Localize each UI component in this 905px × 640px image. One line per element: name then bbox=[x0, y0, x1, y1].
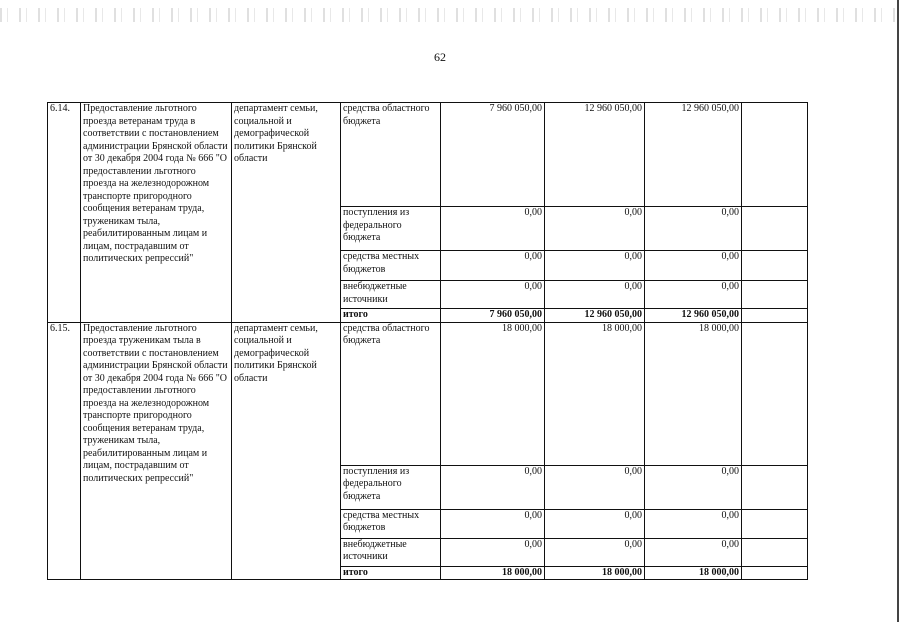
source-label-total: итого bbox=[341, 309, 441, 323]
year1-value: 18 000,00 bbox=[441, 322, 545, 465]
source-label: внебюджетные источники bbox=[341, 538, 441, 566]
source-label: средства областного бюджета bbox=[341, 322, 441, 465]
table-row bbox=[48, 322, 808, 465]
item-description: Предоставление льготного проезда труженикам тыла в соответствии с постановлением администрации Брянской области от 30 декабря 2004 года № 666 "О предоставлении льготного проезда на железнодорожном транспорте пригородного сообщения ветеранам труда, труженикам тыла, реабилитированным лицам и лицам, пострадавшим от политических репрессий" bbox=[81, 322, 232, 580]
item-number: 6.15. bbox=[48, 322, 81, 580]
year1-total: 7 960 050,00 bbox=[441, 309, 545, 323]
extra-cell bbox=[742, 322, 808, 465]
item-description: Предоставление льготного проезда ветеранам труда в соответствии с постановлением администрации Брянской области от 30 декабря 2004 года № 666 "О предоставлении льготного проезда на железнодорожном транспорте пригородного сообщения ветеранам труда, труженикам тыла, реабилитированным лицам и лицам, пострадавшим от политических репрессий" bbox=[81, 103, 232, 323]
extra-cell bbox=[742, 465, 808, 509]
year3-value: 0,00 bbox=[645, 251, 742, 281]
year3-value: 18 000,00 bbox=[645, 322, 742, 465]
extra-cell bbox=[742, 103, 808, 207]
source-label-total: итого bbox=[341, 566, 441, 580]
year2-value: 0,00 bbox=[545, 538, 645, 566]
year2-value: 0,00 bbox=[545, 281, 645, 309]
year1-value: 0,00 bbox=[441, 509, 545, 538]
extra-cell bbox=[742, 251, 808, 281]
source-label: средства областного бюджета bbox=[341, 103, 441, 207]
year2-value: 0,00 bbox=[545, 207, 645, 251]
year2-value: 18 000,00 bbox=[545, 322, 645, 465]
year1-value: 0,00 bbox=[441, 207, 545, 251]
year2-total: 12 960 050,00 bbox=[545, 309, 645, 323]
year2-total: 18 000,00 bbox=[545, 566, 645, 580]
year1-value: 0,00 bbox=[441, 538, 545, 566]
source-label: внебюджетные источники bbox=[341, 281, 441, 309]
year3-value: 12 960 050,00 bbox=[645, 103, 742, 207]
table-row bbox=[48, 103, 808, 207]
year2-value: 0,00 bbox=[545, 251, 645, 281]
source-label: средства местных бюджетов bbox=[341, 509, 441, 538]
budget-table bbox=[47, 102, 808, 580]
item-department: департамент семьи, социальной и демографической политики Брянской области bbox=[232, 103, 341, 323]
extra-cell bbox=[742, 309, 808, 323]
extra-cell bbox=[742, 538, 808, 566]
year3-value: 0,00 bbox=[645, 509, 742, 538]
year1-value: 0,00 bbox=[441, 251, 545, 281]
extra-cell bbox=[742, 566, 808, 580]
scan-edge-right bbox=[897, 0, 899, 622]
year2-value: 12 960 050,00 bbox=[545, 103, 645, 207]
year3-value: 0,00 bbox=[645, 281, 742, 309]
year3-value: 0,00 bbox=[645, 538, 742, 566]
year2-value: 0,00 bbox=[545, 509, 645, 538]
source-label: средства местных бюджетов bbox=[341, 251, 441, 281]
source-label: поступления из федерального бюджета bbox=[341, 465, 441, 509]
year2-value: 0,00 bbox=[545, 465, 645, 509]
scan-noise-top bbox=[0, 8, 895, 22]
extra-cell bbox=[742, 207, 808, 251]
year1-value: 0,00 bbox=[441, 465, 545, 509]
year3-value: 0,00 bbox=[645, 465, 742, 509]
year3-total: 18 000,00 bbox=[645, 566, 742, 580]
item-number: 6.14. bbox=[48, 103, 81, 323]
year1-total: 18 000,00 bbox=[441, 566, 545, 580]
year3-total: 12 960 050,00 bbox=[645, 309, 742, 323]
extra-cell bbox=[742, 509, 808, 538]
year1-value: 0,00 bbox=[441, 281, 545, 309]
year1-value: 7 960 050,00 bbox=[441, 103, 545, 207]
extra-cell bbox=[742, 281, 808, 309]
page-number: 62 bbox=[434, 50, 446, 64]
item-department: департамент семьи, социальной и демографической политики Брянской области bbox=[232, 322, 341, 580]
source-label: поступления из федерального бюджета bbox=[341, 207, 441, 251]
year3-value: 0,00 bbox=[645, 207, 742, 251]
